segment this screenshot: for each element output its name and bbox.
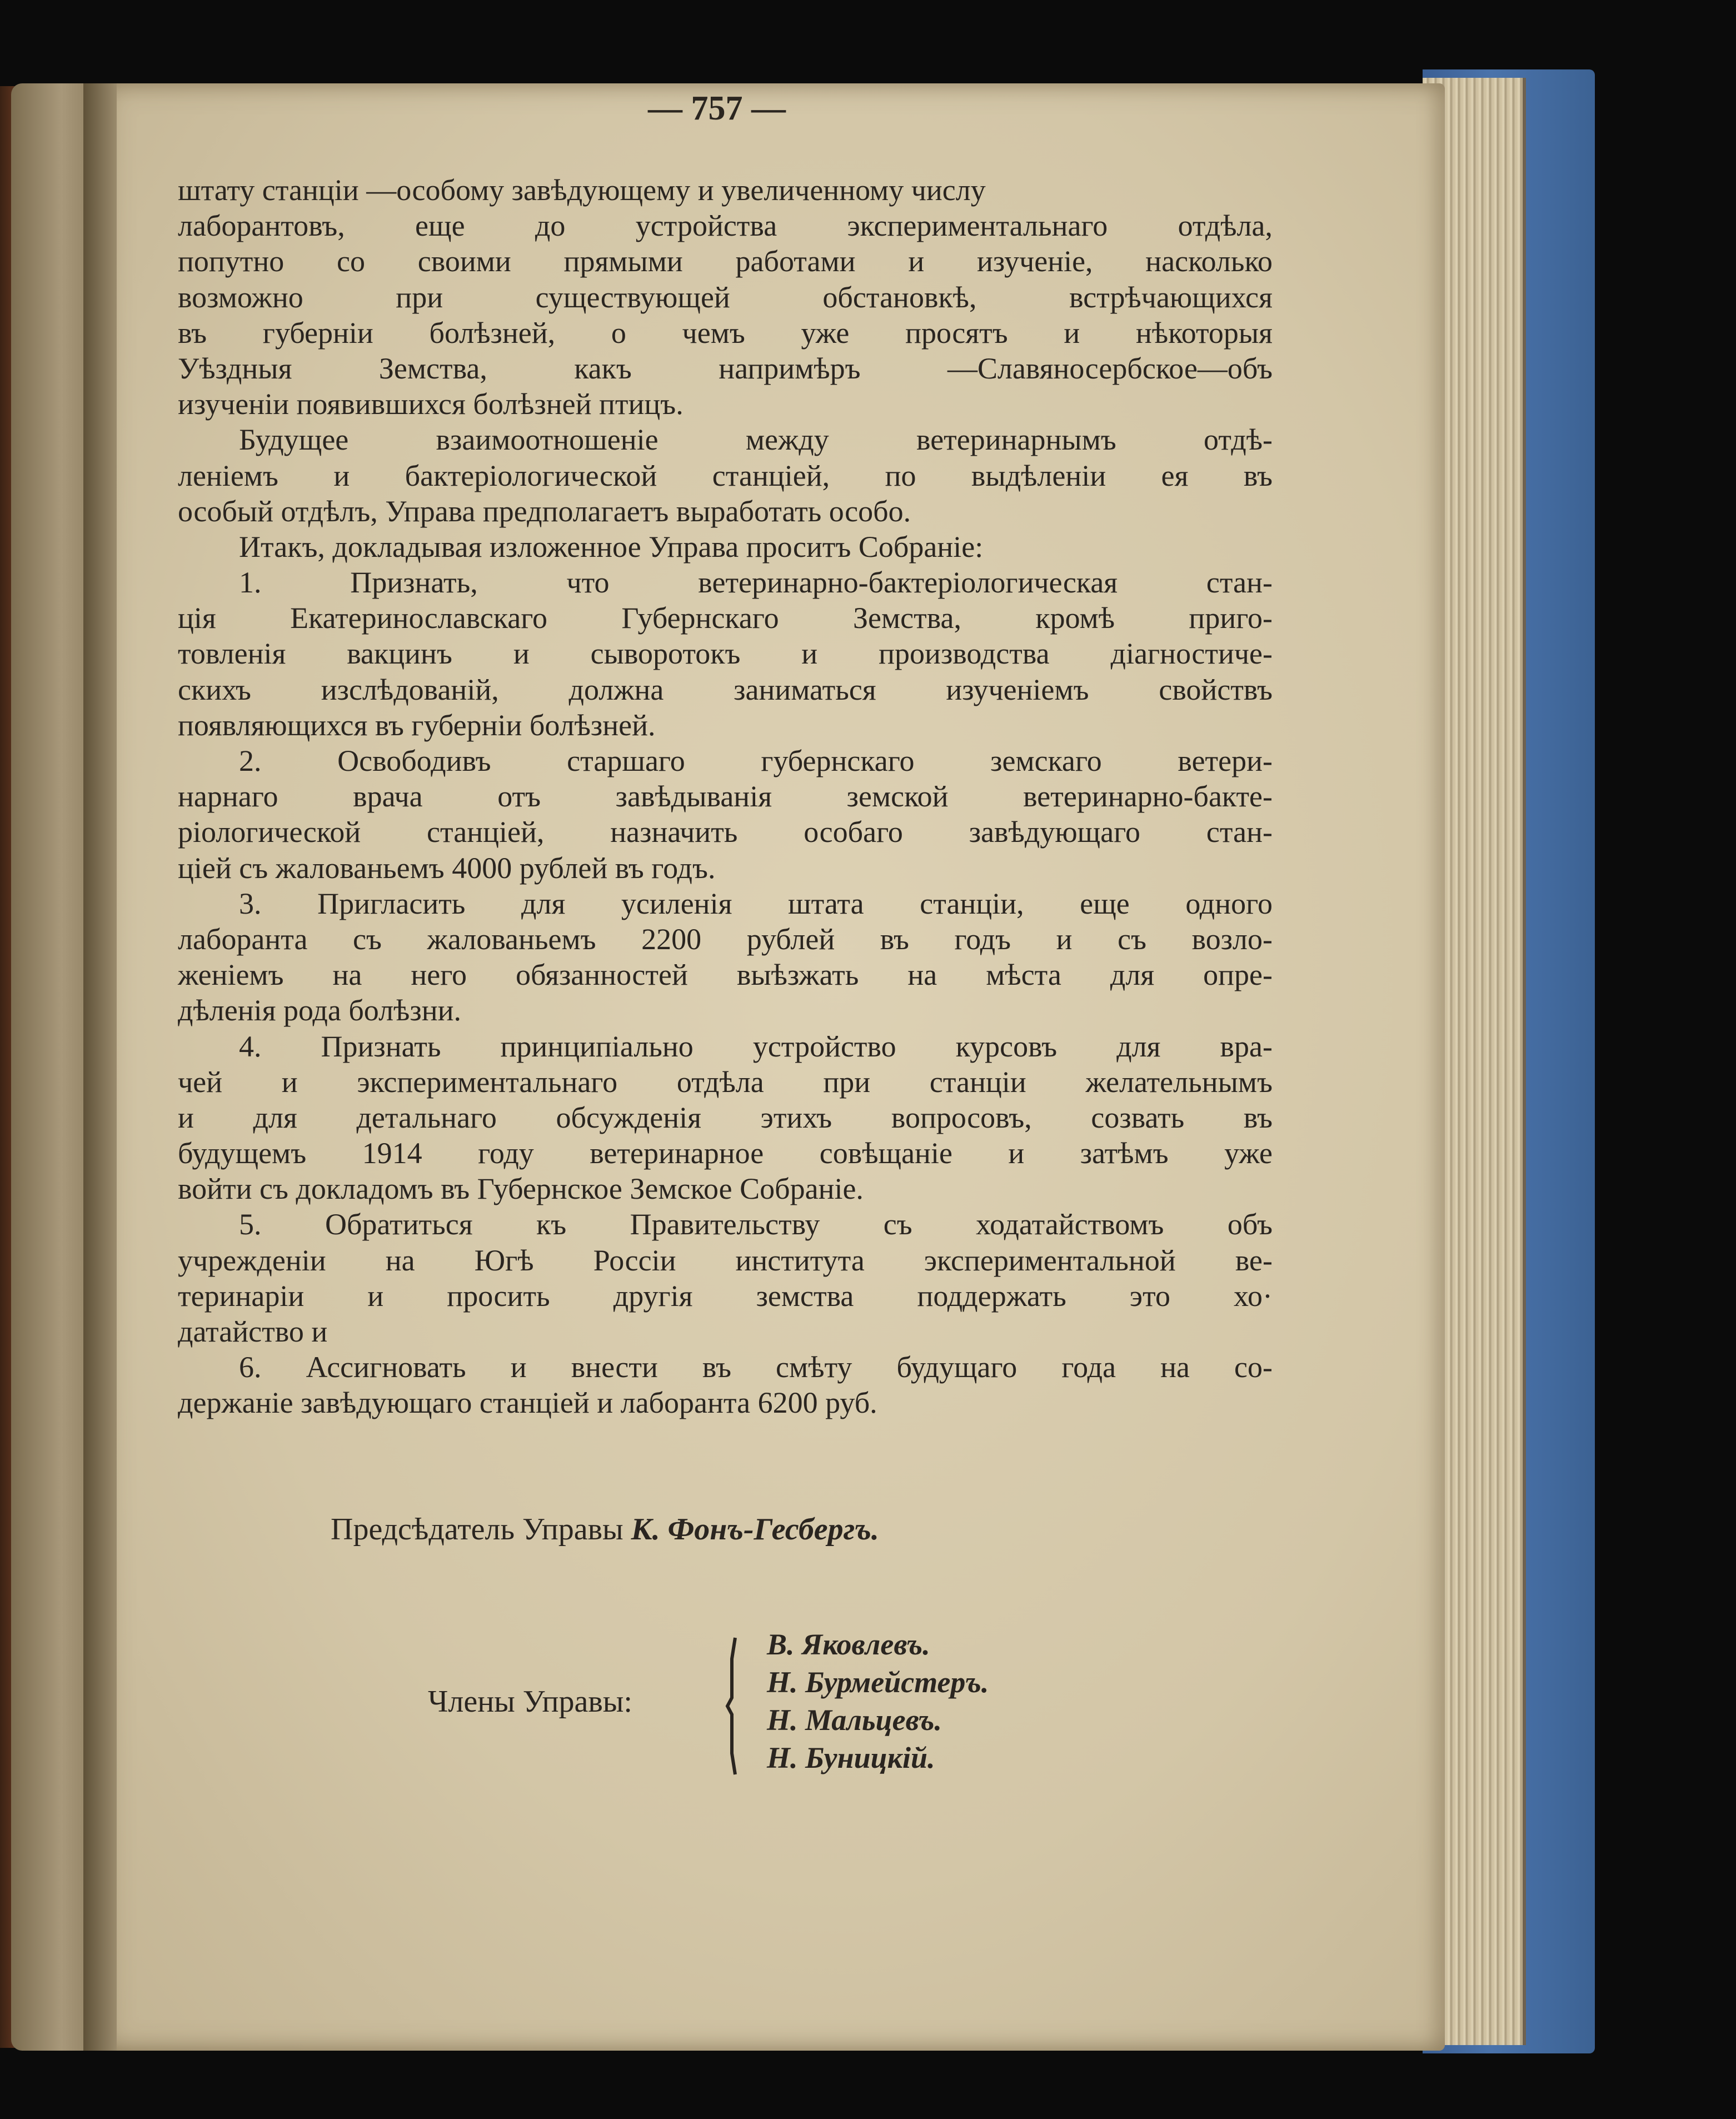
text-line: лаборантовъ, еще до устройства экспериментальнаго отдѣла, <box>178 209 1273 243</box>
page-number: — 757 — <box>648 89 786 127</box>
text-line: датайство и <box>178 1315 328 1348</box>
text-line: лаборанта съ жалованьемъ 2200 рублей въ годъ и съ возло- <box>178 922 1273 956</box>
member-name: Н. Мальцевъ. <box>767 1703 942 1737</box>
text-line: особый отдѣлъ, Управа предполагаетъ выработать особо. <box>178 494 911 528</box>
members-list <box>767 1626 989 1777</box>
text-line: леніемъ и бактеріологической станціей, по выдѣленіи ея въ <box>178 458 1273 492</box>
book-gutter <box>83 83 117 2051</box>
text-line: женіемъ на него обязанностей выѣзжать на мѣста для опре- <box>178 958 1273 992</box>
text-line: Уѣздныя Земства, какъ напримѣръ —Славяносербское—объ <box>178 351 1273 385</box>
text-line: держаніе завѣдующаго станціей и лаборанта 6200 руб. <box>178 1386 877 1420</box>
text-line: штату станціи —особому завѣдующему и увеличенному числу <box>178 173 986 207</box>
text-line: въ губерніи болѣзней, о чемъ уже просятъ и нѣкоторыя <box>178 316 1273 350</box>
member-name: В. Яковлевъ. <box>767 1628 930 1661</box>
text-line: войти съ докладомъ въ Губернское Земское Собраніе. <box>178 1172 864 1206</box>
text-line: появляющихся въ губерніи болѣзней. <box>178 708 656 742</box>
member-name: Н. Бурмейстеръ. <box>767 1666 989 1699</box>
brace-icon <box>725 1637 739 1776</box>
text-line: возможно при существующей обстановкѣ, встрѣчающихся <box>178 280 1273 314</box>
chairman-name: К. Фонъ-Гесбергъ. <box>631 1512 879 1547</box>
text-line: 2. Освободивъ старшаго губернскаго земскаго ветери- <box>239 744 1273 777</box>
text-line: теринаріи и просить другія земства поддержать это хо· <box>178 1279 1273 1313</box>
chairman-signature <box>331 1512 1164 1547</box>
text-line: учрежденіи на Югѣ Россіи института экспериментальной ве- <box>178 1243 1273 1277</box>
body-text <box>178 172 1273 1421</box>
text-line: Итакъ, докладывая изложенное Управа проситъ Собраніе: <box>239 530 984 564</box>
text-line: Будущее взаимоотношеніе между ветеринарнымъ отдѣ- <box>239 423 1273 457</box>
text-line: 1. Признать, что ветеринарно-бактеріологическая стан- <box>239 566 1273 600</box>
text-line: 4. Признать принципіально устройство курсовъ для вра- <box>239 1029 1273 1063</box>
text-line: 3. Пригласить для усиленія штата станціи, еще одного <box>239 886 1273 920</box>
text-line: дѣленія рода болѣзни. <box>178 994 461 1028</box>
text-line: товленія вакцинъ и сыворотокъ и производства діагностиче- <box>178 637 1273 671</box>
chairman-label: Предсѣдатель Управы <box>331 1512 623 1547</box>
text-line: будущемъ 1914 году ветеринарное совѣщаніе и затѣмъ уже <box>178 1136 1273 1170</box>
text-line: и для детальнаго обсужденія этихъ вопросовъ, созвать въ <box>178 1100 1273 1134</box>
text-line: нарнаго врача отъ завѣдыванія земской ветеринарно-бакте- <box>178 780 1273 814</box>
text-line: попутно со своими прямыми работами и изученіе, насколько <box>178 245 1273 278</box>
text-line: ціей съ жалованьемъ 4000 рублей въ годъ. <box>178 851 716 885</box>
text-line: 6. Ассигновать и внести въ смѣту будущаго года на со- <box>239 1350 1273 1384</box>
text-line: скихъ изслѣдованій, должна заниматься изученіемъ свойствъ <box>178 672 1273 706</box>
text-line: изученіи появившихся болѣзней птицъ. <box>178 387 684 421</box>
text-line: 5. Обратиться къ Правительству съ ходатайствомъ объ <box>239 1208 1273 1242</box>
text-line: ція Екатеринославскаго Губернскаго Земства, кромѣ приго- <box>178 601 1273 635</box>
members-label: Члены Управы: <box>428 1684 632 1719</box>
text-line: ріологической станціей, назначить особаго завѣдующаго стан- <box>178 815 1273 849</box>
member-name: Н. Буницкій. <box>767 1741 935 1774</box>
text-line: чей и экспериментальнаго отдѣла при станціи желательнымъ <box>178 1065 1273 1099</box>
